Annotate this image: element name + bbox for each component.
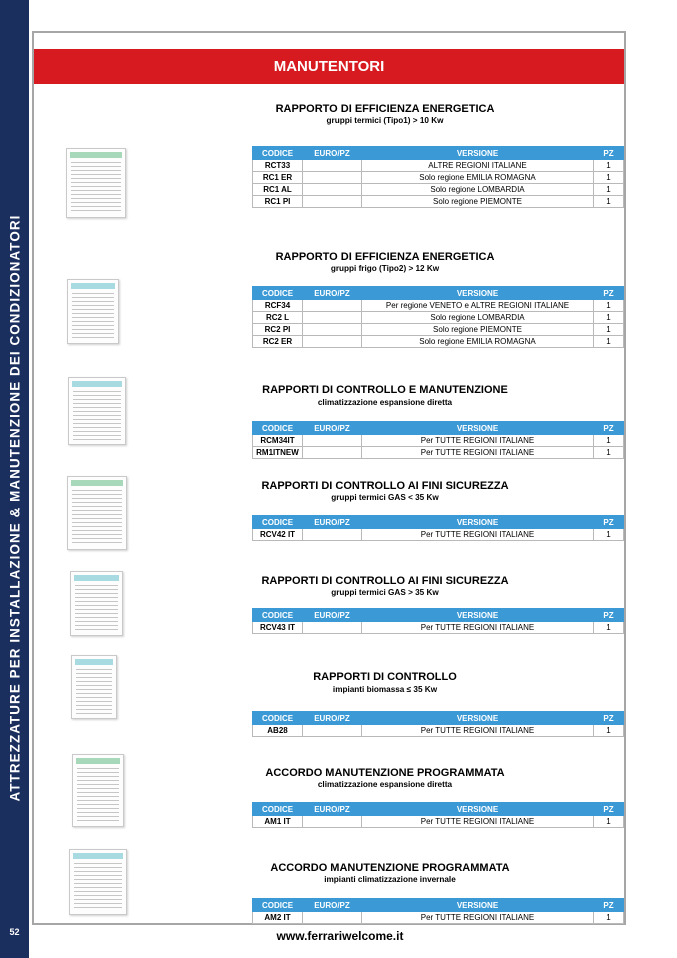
row-price[interactable] — [303, 300, 362, 312]
header-codice: CODICE — [253, 609, 303, 622]
header-versione: VERSIONE — [362, 422, 594, 435]
header-codice: CODICE — [253, 803, 303, 816]
section-subtitle: gruppi termici GAS < 35 Kw — [331, 493, 439, 502]
header-versione: VERSIONE — [362, 803, 594, 816]
row-price[interactable] — [303, 725, 362, 737]
row-qty: 1 — [594, 300, 624, 312]
section-title: RAPPORTI DI CONTROLLO — [313, 671, 457, 683]
section-subtitle: climatizzazione espansione diretta — [317, 780, 453, 789]
table-row — [253, 447, 624, 459]
product-table — [252, 515, 624, 541]
header-versione: VERSIONE — [362, 899, 594, 912]
form-thumbnail — [67, 476, 127, 550]
product-table — [252, 608, 624, 634]
product-table — [252, 711, 624, 737]
page-number: 52 — [9, 927, 20, 937]
row-price[interactable] — [303, 622, 362, 634]
table-header-row — [253, 147, 624, 160]
header-codice: CODICE — [253, 516, 303, 529]
row-qty: 1 — [594, 622, 624, 634]
table-row — [253, 300, 624, 312]
row-version: Solo regione LOMBARDIA — [362, 184, 594, 196]
table-row — [253, 312, 624, 324]
row-version: Solo regione EMILIA ROMAGNA — [362, 172, 594, 184]
row-qty: 1 — [594, 336, 624, 348]
row-qty: 1 — [594, 435, 624, 447]
row-code: RCV42 IT — [253, 529, 303, 541]
table-header-row — [253, 609, 624, 622]
row-code: AB28 — [253, 725, 303, 737]
header-pz: PZ — [594, 609, 624, 622]
table-header-row — [253, 422, 624, 435]
table-row — [253, 912, 624, 924]
table-header-row — [253, 712, 624, 725]
table-row — [253, 529, 624, 541]
form-thumbnail — [72, 754, 124, 827]
row-price[interactable] — [303, 312, 362, 324]
form-thumbnail — [70, 571, 123, 636]
row-version: Per regione VENETO e ALTRE REGIONI ITALIANE — [362, 300, 594, 312]
section-subtitle: impianti biomassa ≤ 35 Kw — [332, 685, 438, 694]
header-codice: CODICE — [253, 147, 303, 160]
table-row — [253, 196, 624, 208]
row-version: Per TUTTE REGIONI ITALIANE — [362, 912, 594, 924]
header-pz: PZ — [594, 287, 624, 300]
footer-url[interactable]: www.ferrariwelcome.it — [276, 929, 404, 943]
row-code: RC1 PI — [253, 196, 303, 208]
row-code: RCV43 IT — [253, 622, 303, 634]
row-qty: 1 — [594, 160, 624, 172]
row-code: RC1 AL — [253, 184, 303, 196]
sidebar-title: ATTREZZATURE PER INSTALLAZIONE & MANUTENZIONE DEI CONDIZIONATORI — [7, 214, 23, 802]
row-version: Per TUTTE REGIONI ITALIANE — [362, 447, 594, 459]
row-version: Solo regione LOMBARDIA — [362, 312, 594, 324]
header-versione: VERSIONE — [362, 287, 594, 300]
row-qty: 1 — [594, 324, 624, 336]
section-subtitle: gruppi termici GAS > 35 Kw — [331, 588, 439, 597]
section-title: RAPPORTI DI CONTROLLO AI FINI SICUREZZA — [261, 480, 509, 492]
header-pz: PZ — [594, 516, 624, 529]
product-table — [252, 898, 624, 924]
row-price[interactable] — [303, 172, 362, 184]
row-qty: 1 — [594, 184, 624, 196]
header-versione: VERSIONE — [362, 609, 594, 622]
row-price[interactable] — [303, 816, 362, 828]
header-euro-pz: EURO/PZ — [303, 899, 362, 912]
form-thumbnail — [71, 655, 117, 719]
table-header-row — [253, 899, 624, 912]
product-table — [252, 421, 624, 459]
table-row — [253, 184, 624, 196]
product-table — [252, 286, 624, 348]
row-version: Per TUTTE REGIONI ITALIANE — [362, 435, 594, 447]
row-price[interactable] — [303, 447, 362, 459]
header-pz: PZ — [594, 422, 624, 435]
row-version: Solo regione PIEMONTE — [362, 196, 594, 208]
header-euro-pz: EURO/PZ — [303, 516, 362, 529]
section-title: RAPPORTI DI CONTROLLO E MANUTENZIONE — [262, 384, 508, 396]
row-code: AM2 IT — [253, 912, 303, 924]
header-euro-pz: EURO/PZ — [303, 712, 362, 725]
row-price[interactable] — [303, 529, 362, 541]
section-title: ACCORDO MANUTENZIONE PROGRAMMATA — [270, 862, 510, 874]
row-code: RC2 PI — [253, 324, 303, 336]
row-qty: 1 — [594, 196, 624, 208]
section-subtitle: gruppi termici (Tipo1) > 10 Kw — [326, 116, 444, 125]
row-price[interactable] — [303, 336, 362, 348]
row-code: AM1 IT — [253, 816, 303, 828]
header-pz: PZ — [594, 803, 624, 816]
section-title: RAPPORTO DI EFFICIENZA ENERGETICA — [275, 103, 495, 115]
section-title: ACCORDO MANUTENZIONE PROGRAMMATA — [265, 767, 505, 779]
header-euro-pz: EURO/PZ — [303, 287, 362, 300]
row-qty: 1 — [594, 816, 624, 828]
row-code: RM1ITNEW — [253, 447, 303, 459]
row-qty: 1 — [594, 172, 624, 184]
product-table — [252, 146, 624, 208]
header-versione: VERSIONE — [362, 712, 594, 725]
table-header-row — [253, 516, 624, 529]
row-version: Solo regione EMILIA ROMAGNA — [362, 336, 594, 348]
row-version: Per TUTTE REGIONI ITALIANE — [362, 622, 594, 634]
row-price[interactable] — [303, 160, 362, 172]
row-qty: 1 — [594, 725, 624, 737]
row-price[interactable] — [303, 324, 362, 336]
form-thumbnail — [66, 148, 126, 218]
row-qty: 1 — [594, 912, 624, 924]
row-version: Per TUTTE REGIONI ITALIANE — [362, 816, 594, 828]
table-row — [253, 336, 624, 348]
row-version: Per TUTTE REGIONI ITALIANE — [362, 725, 594, 737]
header-codice: CODICE — [253, 287, 303, 300]
banner-title: MANUTENTORI — [273, 58, 385, 75]
header-euro-pz: EURO/PZ — [303, 147, 362, 160]
header-pz: PZ — [594, 712, 624, 725]
section-subtitle: impianti climatizzazione invernale — [324, 875, 456, 884]
row-price[interactable] — [303, 196, 362, 208]
header-versione: VERSIONE — [362, 516, 594, 529]
row-code: RCF34 — [253, 300, 303, 312]
table-row — [253, 172, 624, 184]
row-version: Solo regione PIEMONTE — [362, 324, 594, 336]
form-thumbnail — [69, 849, 127, 915]
row-price[interactable] — [303, 435, 362, 447]
table-row — [253, 816, 624, 828]
row-qty: 1 — [594, 529, 624, 541]
section-title: RAPPORTO DI EFFICIENZA ENERGETICA — [275, 251, 495, 263]
row-version: ALTRE REGIONI ITALIANE — [362, 160, 594, 172]
table-row — [253, 324, 624, 336]
table-row — [253, 435, 624, 447]
table-header-row — [253, 287, 624, 300]
row-qty: 1 — [594, 447, 624, 459]
sidebar — [0, 0, 29, 958]
page-banner — [34, 49, 624, 84]
row-price[interactable] — [303, 184, 362, 196]
header-euro-pz: EURO/PZ — [303, 422, 362, 435]
row-qty: 1 — [594, 312, 624, 324]
product-table — [252, 802, 624, 828]
table-row — [253, 160, 624, 172]
header-pz: PZ — [594, 899, 624, 912]
header-versione: VERSIONE — [362, 147, 594, 160]
row-code: RC2 ER — [253, 336, 303, 348]
form-thumbnail — [68, 377, 126, 445]
table-header-row — [253, 803, 624, 816]
header-codice: CODICE — [253, 712, 303, 725]
row-code: RC1 ER — [253, 172, 303, 184]
section-subtitle: climatizzazione espansione diretta — [317, 398, 453, 407]
header-euro-pz: EURO/PZ — [303, 803, 362, 816]
header-codice: CODICE — [253, 422, 303, 435]
row-code: RCM34IT — [253, 435, 303, 447]
section-title: RAPPORTI DI CONTROLLO AI FINI SICUREZZA — [261, 575, 509, 587]
section-subtitle: gruppi frigo (Tipo2) > 12 Kw — [330, 264, 440, 273]
table-row — [253, 622, 624, 634]
header-codice: CODICE — [253, 899, 303, 912]
row-code: RC2 L — [253, 312, 303, 324]
table-row — [253, 725, 624, 737]
header-euro-pz: EURO/PZ — [303, 609, 362, 622]
row-code: RCT33 — [253, 160, 303, 172]
header-pz: PZ — [594, 147, 624, 160]
row-price[interactable] — [303, 912, 362, 924]
row-version: Per TUTTE REGIONI ITALIANE — [362, 529, 594, 541]
form-thumbnail — [67, 279, 119, 344]
